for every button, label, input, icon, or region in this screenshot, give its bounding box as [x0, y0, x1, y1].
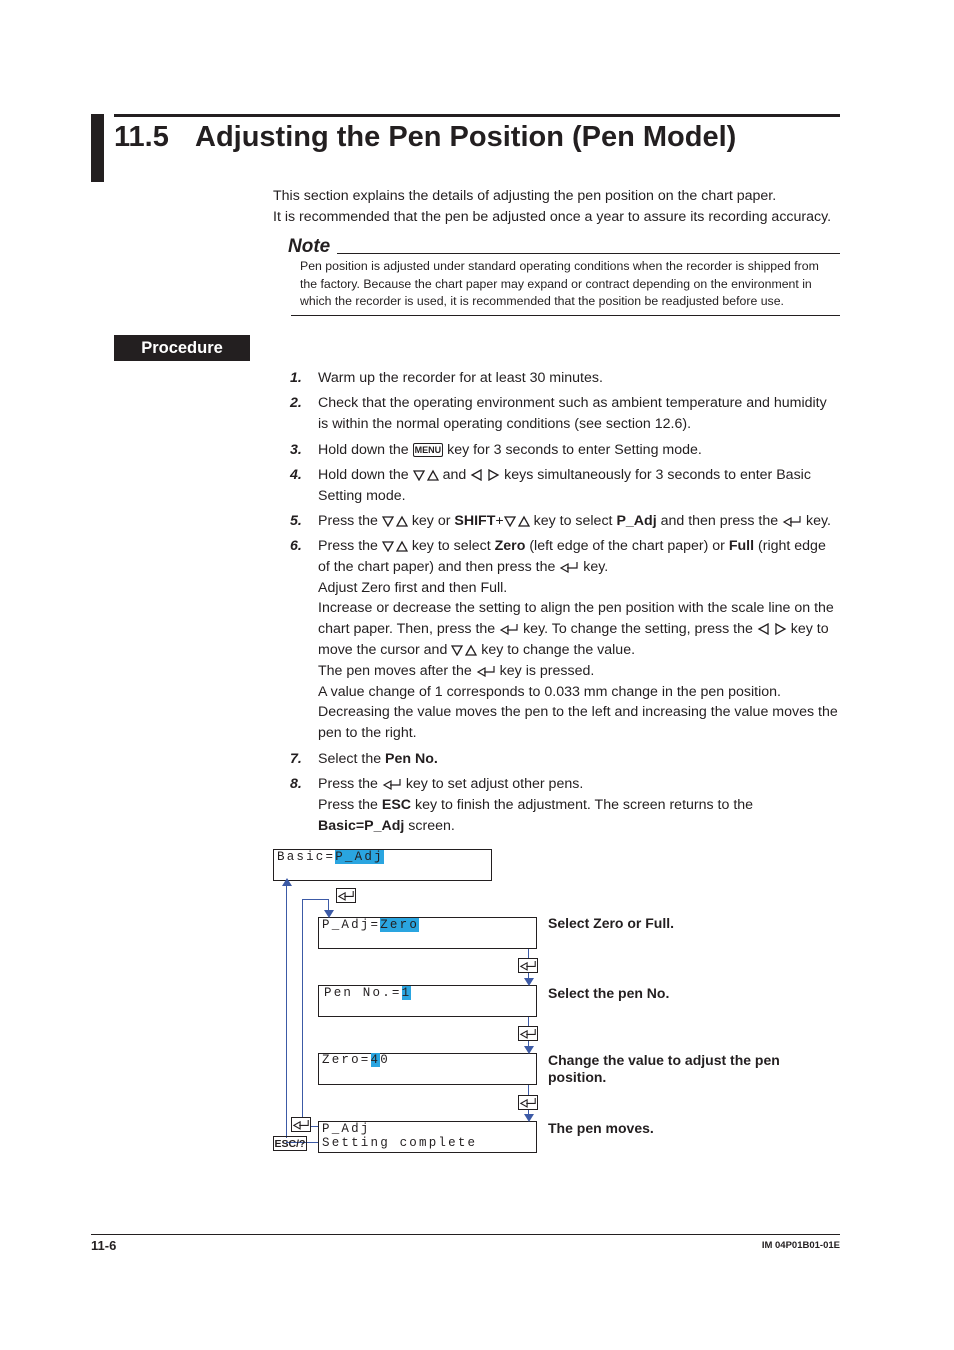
- enter-key-icon: [518, 958, 538, 973]
- text-run: key to set adjust other pens.: [401, 776, 584, 792]
- lcd-text: [322, 1053, 390, 1067]
- arrow-down-icon: [524, 978, 534, 986]
- return-line-outer: [286, 881, 287, 1138]
- step-number: 5.: [290, 513, 302, 529]
- text-run: Hold down the: [318, 467, 413, 483]
- lcd-text: [322, 1122, 477, 1150]
- intro-line-2: It is recommended that the pen be adjusted once a year to assure its recording accuracy.: [273, 209, 832, 225]
- step-number: 7.: [290, 751, 302, 767]
- desc-select-pen: Select the pen No.: [548, 985, 670, 1001]
- text-run: Increase or decrease the setting to align the pen position with the scale line on the chart paper. Then, press the: [318, 600, 834, 638]
- lcd-prefix: Pen No.=: [324, 986, 402, 1000]
- lcd-cursor-highlight: P_Adj: [335, 850, 384, 864]
- note-line-1: Pen position is adjusted under standard operating conditions when the recorder is shipped from: [300, 259, 819, 273]
- desc-select-zero-full: Select Zero or Full.: [548, 915, 675, 931]
- note-line-3: which the recorder is used, it is recommended that the position be readjusted before use.: [300, 294, 784, 308]
- lcd-prefix: P_Adj=: [322, 918, 381, 932]
- enter-key-icon: [518, 1095, 538, 1110]
- section-title-text: Adjusting the Pen Position (Pen Model): [195, 121, 737, 153]
- step-number: 3.: [290, 442, 302, 458]
- arrow-down-icon: [524, 1114, 534, 1122]
- text-run: key for 3 seconds to enter Setting mode.: [443, 442, 702, 458]
- text-run: +: [495, 513, 504, 529]
- p-adj-label: P_Adj: [616, 513, 657, 529]
- lcd-cursor-highlight: 4: [370, 1053, 381, 1067]
- procedure-label: Procedure: [114, 335, 250, 361]
- arrow-down-icon: [324, 910, 334, 918]
- shift-key-label: SHIFT: [454, 513, 496, 529]
- lcd-suffix: 0: [380, 1053, 390, 1067]
- menu-key-icon: MENU: [414, 445, 442, 456]
- esc-label: ESC: [381, 796, 412, 813]
- step-6-para-5: A value change of 1 corresponds to 0.033 mm change in the pen position. Decreasing the value moves the pen to the left and increasing the value moves the pen to the right.: [318, 683, 838, 742]
- lcd-screen-zero: [318, 1053, 537, 1085]
- text-run: (left edge of the chart paper) or: [525, 538, 729, 554]
- text-run: key.: [579, 558, 609, 575]
- text-run: screen.: [404, 817, 455, 834]
- step-text: Check that the operating environment such as ambient temperature and humidity is within the normal operating conditions (see section 12.6).: [318, 395, 827, 432]
- text-run: Press the: [318, 513, 382, 529]
- text-run: and then press the: [656, 513, 783, 529]
- full-label: Full: [728, 538, 755, 554]
- lcd-cursor-highlight: Zero: [380, 918, 420, 932]
- arrow-down-icon: [524, 1046, 534, 1054]
- desc-pen-moves: The pen moves.: [548, 1120, 654, 1136]
- text-run: Select the: [318, 751, 386, 767]
- text-run: Press the: [318, 538, 382, 554]
- connector-top: [302, 899, 328, 900]
- enter-key-icon: [336, 888, 356, 903]
- lcd-line-2: Setting complete: [322, 1136, 478, 1150]
- step-text: Warm up the recorder for at least 30 minutes.: [318, 370, 603, 386]
- text-run: Hold down the: [318, 442, 413, 458]
- pen-no-label: Pen No.: [385, 751, 438, 767]
- text-run: key to change the value.: [477, 641, 636, 658]
- text-run: key. To change the setting, press the: [519, 621, 757, 638]
- footer-rule: [91, 1234, 840, 1235]
- step-number: 1.: [290, 370, 302, 386]
- enter-key-icon: [518, 1026, 538, 1041]
- lcd-prefix: Basic=: [277, 850, 336, 864]
- document-id: IM 04P01B01-01E: [761, 1240, 840, 1251]
- enter-key-icon: [291, 1117, 311, 1132]
- lcd-text: [277, 850, 384, 864]
- step-number: 4.: [290, 467, 302, 483]
- esc-key-icon: ESC/?: [274, 1138, 306, 1150]
- lcd-screen-p-adj: [318, 917, 537, 949]
- text-run: key to finish the adjustment. The screen returns to the: [411, 796, 754, 813]
- page-number: 11-6: [91, 1238, 117, 1253]
- lcd-screen-pen-no: [318, 985, 537, 1017]
- text-run: Press the: [318, 796, 382, 813]
- text-run: and: [438, 467, 471, 483]
- zero-label: Zero: [494, 538, 526, 554]
- text-run: key to move the cursor and: [318, 621, 829, 658]
- lcd-prefix: Zero=: [322, 1053, 371, 1067]
- text-run: key to select: [529, 513, 617, 529]
- lcd-cursor-highlight: 1: [401, 986, 412, 1000]
- lcd-screen-basic: [273, 849, 492, 881]
- intro-line-1: This section explains the details of adjusting the pen position on the chart paper.: [273, 188, 777, 204]
- lcd-line-1: P_Adj: [322, 1122, 371, 1136]
- note-label: Note: [288, 236, 331, 257]
- note-line-2: the factory. Because the chart paper may expand or contract depending on the environment in: [300, 276, 812, 291]
- text-run: key is pressed.: [495, 662, 595, 679]
- step-number: 6.: [290, 538, 302, 554]
- lcd-text: [322, 918, 419, 932]
- text-run: The pen moves after the: [318, 662, 476, 679]
- text-run: key.: [802, 513, 831, 529]
- step-6-para-2: Adjust Zero first and then Full.: [318, 579, 508, 596]
- step-number: 8.: [290, 776, 302, 792]
- desc-change-value: Change the value to adjust the pen position.: [548, 1052, 780, 1085]
- text-run: (right edge of the chart paper) and then press the: [318, 538, 826, 575]
- return-line-inner: [302, 899, 303, 1118]
- arrow-up-icon: [282, 878, 292, 886]
- text-run: key or: [407, 513, 455, 529]
- text-run: key to select: [407, 538, 495, 554]
- lcd-text: [324, 986, 411, 1000]
- step-number: 2.: [290, 395, 302, 411]
- basic-screen-label: Basic=P_Adj: [318, 817, 405, 834]
- text-run: keys simultaneously for 3 seconds to enter Basic Setting mode.: [318, 467, 811, 504]
- lcd-screen-complete: [318, 1121, 537, 1153]
- section-number: 11.5: [114, 121, 169, 153]
- text-run: Press the: [318, 776, 382, 792]
